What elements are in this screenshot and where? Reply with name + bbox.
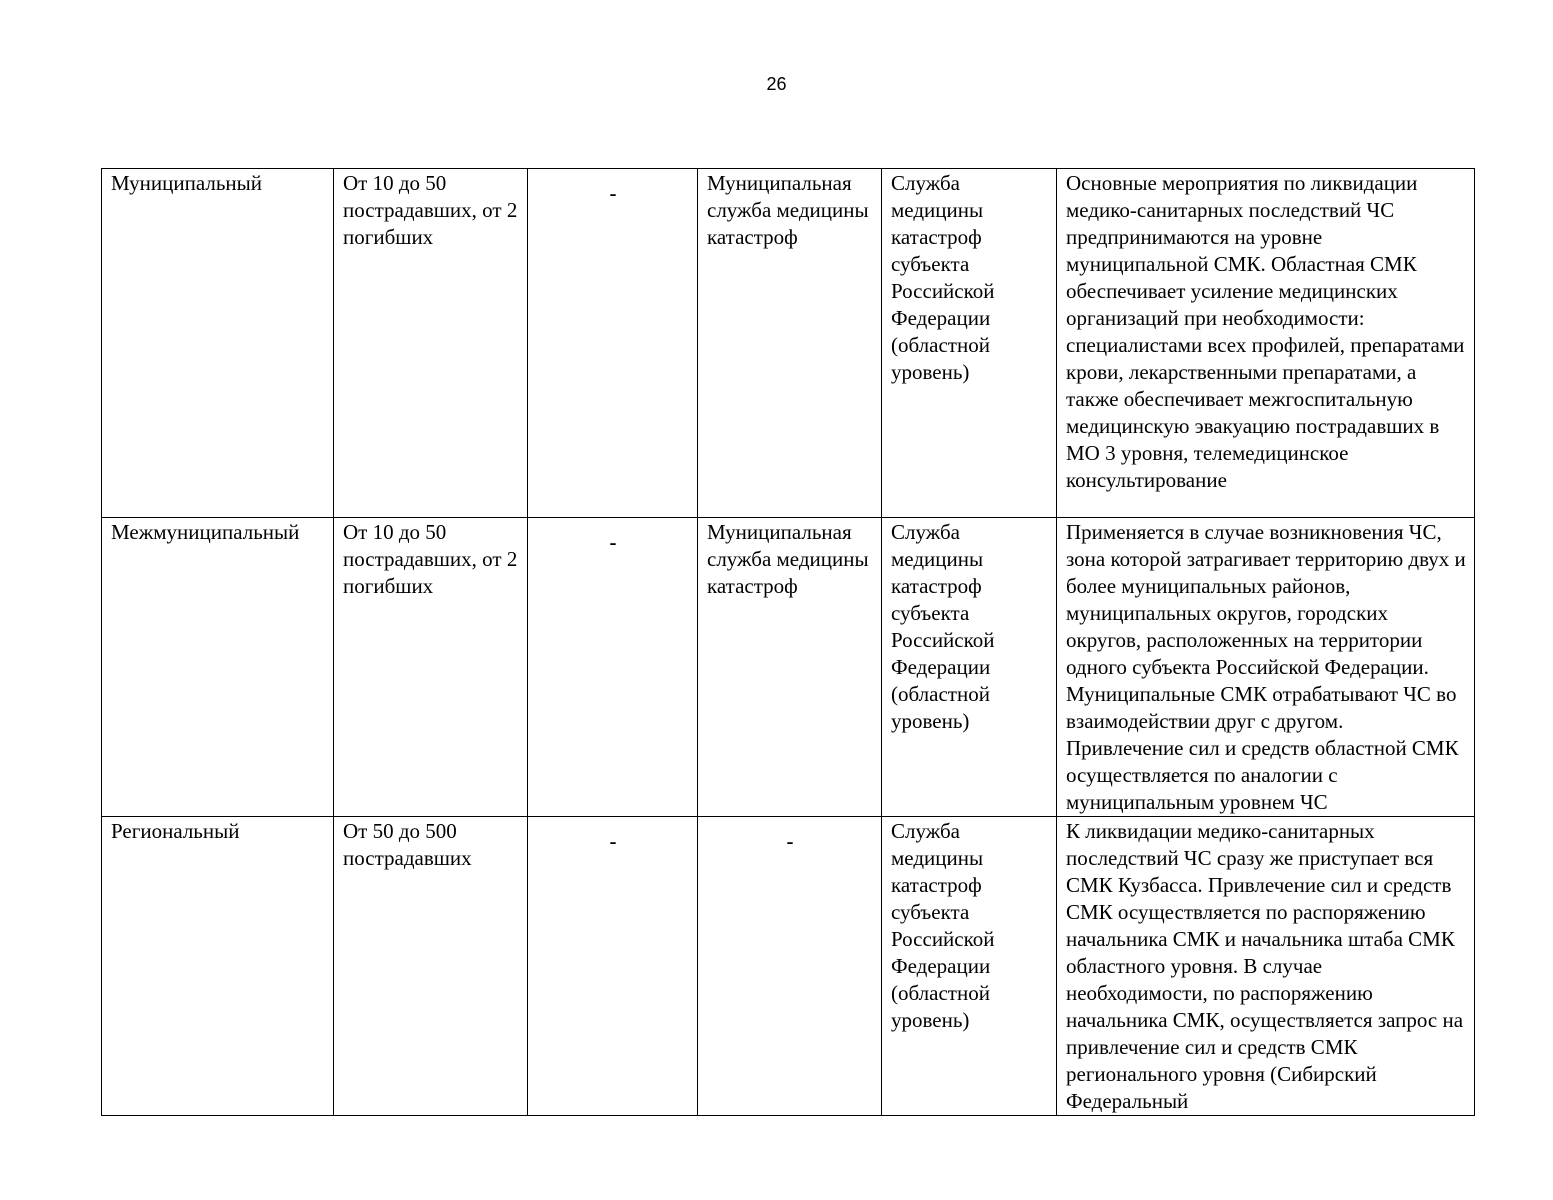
municipal-service-cell: Муниципальная служба медицины катастроф: [698, 518, 882, 817]
dash-cell: [698, 817, 882, 1116]
table-row: [102, 518, 1475, 817]
level-cell: Муниципальный: [102, 169, 334, 518]
dash-cell: [528, 518, 698, 817]
table-row: [102, 169, 1475, 518]
municipal-service-cell: Муниципальная служба медицины катастроф: [698, 169, 882, 518]
description-cell: Применяется в случае возникновения ЧС, зона которой затрагивает территорию двух и более муниципальных районов, муниципальных округов, городских округов, расположенных на территории одного субъекта Российской Федерации. Муниципальные СМК отрабатывают ЧС во взаимодействии друг с другом. Привлечение сил и средств областной СМК осуществляется по аналогии с муниципальным уровнем ЧС: [1057, 518, 1475, 817]
level-cell: Региональный: [102, 817, 334, 1116]
table-row: [102, 817, 1475, 1116]
emergency-levels-table: [101, 168, 1475, 1116]
regional-service-cell: Служба медицины катастроф субъекта Российской Федерации (областной уровень): [882, 169, 1057, 518]
regional-service-cell: Служба медицины катастроф субъекта Российской Федерации (областной уровень): [882, 817, 1057, 1116]
description-cell: К ликвидации медико-санитарных последствий ЧС сразу же приступает вся СМК Кузбасса. Привлечение сил и средств СМК осуществляется по распоряжению начальника СМК и начальника штаба СМК областного уровня. В случае необходимости, по распоряжению начальника СМК, осуществляется запрос на привлечение сил и средств СМК регионального уровня (Сибирский Федеральный: [1057, 817, 1475, 1116]
dash-value: -: [609, 530, 617, 554]
dash-value: -: [609, 181, 617, 205]
victims-cell: От 10 до 50 пострадавших, от 2 погибших: [334, 518, 528, 817]
dash-cell: [528, 817, 698, 1116]
dash-value: -: [786, 829, 794, 853]
level-cell: Межмуниципальный: [102, 518, 334, 817]
victims-cell: От 50 до 500 пострадавших: [334, 817, 528, 1116]
dash-value: -: [609, 829, 617, 853]
description-cell: Основные мероприятия по ликвидации медико-санитарных последствий ЧС предпринимаются на уровне муниципальной СМК. Областная СМК обеспечивает усиление медицинских организаций при необходимости: специалистами всех профилей, препаратами крови, лекарственными препаратами, а также обеспечивает межгоспитальную медицинскую эвакуацию пострадавших в МО 3 уровня, телемедицинское консультирование: [1057, 169, 1475, 518]
page-number: 26: [766, 74, 787, 94]
regional-service-cell: Служба медицины катастроф субъекта Российской Федерации (областной уровень): [882, 518, 1057, 817]
dash-cell: [528, 169, 698, 518]
victims-cell: От 10 до 50 пострадавших, от 2 погибших: [334, 169, 528, 518]
